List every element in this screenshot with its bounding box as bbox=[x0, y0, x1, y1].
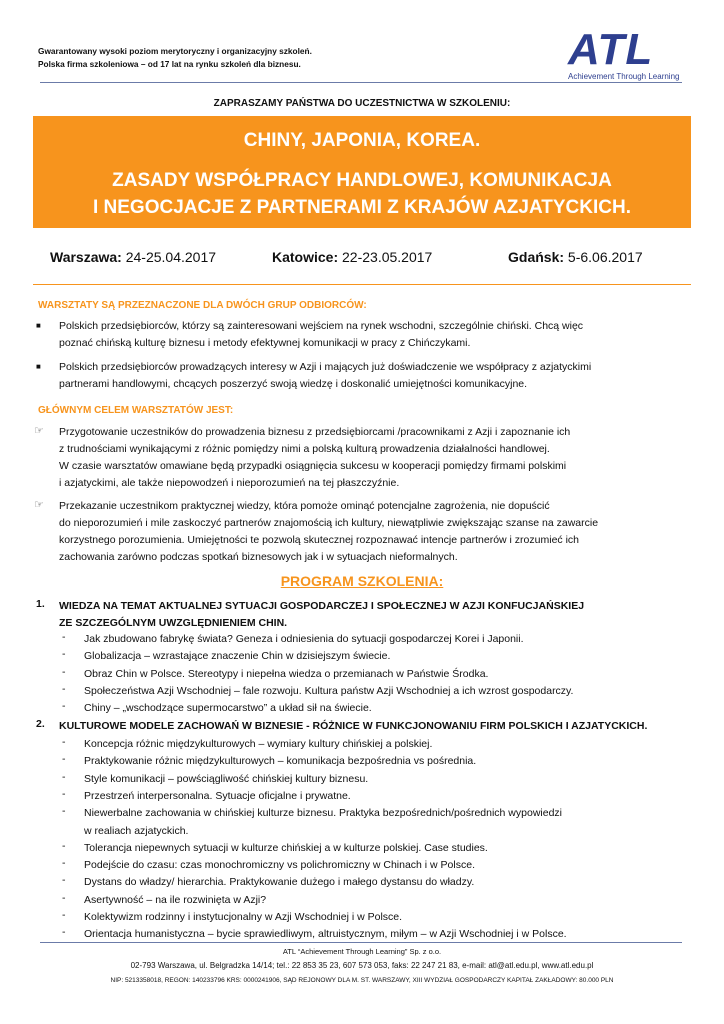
footer-company: ATL “Achievement Through Learning” Sp. z o.o. bbox=[282, 947, 442, 956]
program-item: Kolektywizm rodzinny i instytucjonalny w Azji Wschodniej i w Polsce. bbox=[84, 911, 403, 923]
program-item: Style komunikacji – powściągliwość chińskiej kultury biznesu. bbox=[84, 772, 369, 785]
cities-divider bbox=[33, 284, 691, 285]
goal-item-2 bbox=[59, 498, 689, 566]
program-item: Dystans do władzy/ hierarchia. Praktykowanie dużego i małego dystansu do władzy. bbox=[84, 876, 475, 889]
dash-bullet: - bbox=[62, 665, 66, 678]
text-line: KULTUROWE MODELE ZACHOWAŃ W BIZNESIE - RÓŻNICE W FUNKCJONOWANIU FIRM POLSKICH I AZJATYCKICH. bbox=[59, 720, 648, 732]
module-number: 1. bbox=[36, 598, 45, 610]
text-line: ZE SZCZEGÓLNYM UWZGLĘDNIENIEM CHIN. bbox=[59, 617, 288, 629]
program-item: Koncepcja różnic międzykulturowych – wymiary kultury chińskiej a polskiej. bbox=[84, 738, 433, 750]
dash-bullet: - bbox=[62, 770, 66, 783]
text-line: partnerami handlowymi, chcących poszerzyć swoją wiedzę i doskonalić umiejętności komunikacyjne. bbox=[59, 378, 528, 390]
module-2-title bbox=[59, 718, 699, 735]
dash-bullet: - bbox=[62, 682, 66, 695]
program-item: Jak zbudowano fabrykę świata? Geneza i odniesienia do sytuacji gospodarczej Korei i Japonii. bbox=[84, 633, 524, 645]
city-dates: 22-23.05.2017 bbox=[338, 249, 433, 265]
city-gdansk bbox=[508, 249, 643, 265]
dash-bullet: - bbox=[62, 753, 66, 766]
footer-registry: NIP: 5213358018, REGON: 140233796 KRS: 0000241906, SĄD REJONOWY DLA M. ST. WARSZAWY, XIII WYDZIAŁ GOSPODARCZY KAPITAŁ ZAKŁADOWY: 80.000 PLN bbox=[110, 977, 614, 984]
text-line: W czasie warsztatów omawiane będą przypadki osiągnięcia sukcesu w kooperacji pomiędzy firmami polskimi bbox=[59, 460, 567, 472]
atl-logo bbox=[568, 25, 688, 81]
text-line: do nieporozumień i mile zaskoczyć partnerów znajomością ich kultury, niewątpliwie zwiększając szanse na zawarcie bbox=[59, 517, 599, 529]
city-name: Warszawa: bbox=[50, 249, 122, 265]
dash-bullet: - bbox=[62, 805, 66, 818]
program-item: Praktykowanie różnic międzykulturowych – komunikacja bezpośrednia vs pośrednia. bbox=[84, 755, 477, 768]
module-1-title bbox=[59, 598, 699, 632]
goal-item-1 bbox=[59, 424, 689, 492]
dash-bullet: - bbox=[62, 891, 66, 904]
text-line: Polskich przedsiębiorców, którzy są zainteresowani wejściem na rynek wschodni, szczególnie chiński. Chcą więc bbox=[59, 320, 584, 332]
dash-bullet: - bbox=[62, 631, 66, 643]
pointing-hand-icon: ☞ bbox=[34, 425, 44, 437]
dash-bullet: - bbox=[62, 926, 66, 939]
pointing-hand-icon: ☞ bbox=[34, 499, 44, 511]
program-item: Tolerancja niepewnych sytuacji w kulturze chińskiej a w kulturze polskiej. Case studies. bbox=[84, 841, 488, 854]
program-item: Społeczeństwa Azji Wschodniej – fale rozwoju. Kultura państw Azji Wschodniej a ich wzrost gospodarczy. bbox=[84, 684, 574, 697]
module-number: 2. bbox=[36, 718, 45, 730]
dash-bullet: - bbox=[62, 839, 66, 852]
text-line: WIEDZA NA TEMAT AKTUALNEJ SYTUACJI GOSPODARCZEJ I SPOŁECZNEJ W AZJI KONFUCJAŃSKIEJ bbox=[59, 600, 585, 612]
city-dates: 24-25.04.2017 bbox=[121, 249, 217, 265]
square-bullet-icon: ■ bbox=[36, 321, 41, 330]
banner-line-1: CHINY, JAPONIA, KOREA. bbox=[243, 130, 481, 151]
banner-line-2: ZASADY WSPÓŁPRACY HANDLOWEJ, KOMUNIKACJA bbox=[112, 170, 612, 191]
goals-heading: GŁÓWNYM CELEM WARSZTATÓW JEST: bbox=[38, 405, 234, 416]
city-name: Katowice: bbox=[272, 249, 339, 265]
program-item: w realiach azjatyckich. bbox=[84, 824, 189, 837]
city-name: Gdańsk: bbox=[508, 249, 565, 265]
title-banner bbox=[33, 116, 691, 228]
program-item: Przestrzeń interpersonalna. Sytuacje oficjalne i prywatne. bbox=[84, 789, 351, 802]
program-heading: PROGRAM SZKOLENIA: bbox=[280, 573, 444, 589]
groups-heading: WARSZTATY SĄ PRZEZNACZONE DLA DWÓCH GRUP ODBIORCÓW: bbox=[38, 300, 367, 311]
program-item: Globalizacja – wzrastające znaczenie Chin w dzisiejszym świecie. bbox=[84, 650, 391, 663]
banner-line-3: I NEGOCJACJE Z PARTNERAMI Z KRAJÓW AZJATYCKICH. bbox=[92, 197, 631, 218]
invite-text: ZAPRASZAMY PAŃSTWA DO UCZESTNICTWA W SZKOLENIU: bbox=[213, 98, 511, 109]
program-item: Obraz Chin w Polsce. Stereotypy i niepełna wiedza o przemianach w Państwie Środka. bbox=[84, 667, 489, 680]
city-warszawa bbox=[50, 249, 216, 265]
dash-bullet: - bbox=[62, 787, 66, 800]
header-tagline bbox=[38, 45, 312, 71]
text-line: z trudnościami wynikającymi z różnic pomiędzy nimi a polską kulturą prowadzenia działalności handlowej. bbox=[59, 443, 550, 455]
text-line: Przekazanie uczestnikom praktycznej wiedzy, która pomoże ominąć potencjalne zagrożenia, nie dopuścić bbox=[59, 500, 550, 512]
program-item: Niewerbalne zachowania w chińskiej kulturze biznesu. Praktyka bezpośrednich/pośrednich wypowiedzi bbox=[84, 807, 562, 820]
footer-divider bbox=[40, 942, 682, 943]
dash-bullet: - bbox=[62, 874, 66, 887]
city-katowice bbox=[272, 249, 432, 265]
program-item: Podejście do czasu: czas monochromiczny vs polichromiczny w Chinach i w Polsce. bbox=[84, 859, 475, 872]
text-line: zachowania zarówno podczas spotkań biznesowych jak i w sytuacjach nieformalnych. bbox=[59, 551, 458, 563]
group-item-2 bbox=[59, 359, 689, 393]
dash-bullet: - bbox=[62, 700, 66, 713]
tagline-line-2: Polska firma szkoleniowa – od 17 lat na rynku szkoleń dla biznesu. bbox=[38, 59, 301, 69]
program-item: Orientacja humanistyczna – bycie sprawiedliwym, altruistycznym, miłym – w Azji Wschodniej i w Polsce. bbox=[84, 928, 567, 941]
program-item: Asertywność – na ile rozwinięta w Azji? bbox=[84, 893, 267, 906]
text-line: korzystnego porozumienia. Umiejętności te pozwolą skutecznej rozpoznawać intencje partnerów i zrozumieć ich bbox=[59, 534, 579, 546]
group-item-1 bbox=[59, 318, 689, 352]
program-item: Chiny – „wschodzące supermocarstwo” a układ sił na świecie. bbox=[84, 702, 372, 715]
tagline-line-1: Gwarantowany wysoki poziom merytoryczny i organizacyjny szkoleń. bbox=[38, 46, 312, 56]
dash-bullet: - bbox=[62, 909, 66, 921]
header-divider bbox=[40, 82, 682, 83]
dash-bullet: - bbox=[62, 736, 66, 748]
logo-subtitle: Achievement Through Learning bbox=[568, 72, 680, 81]
footer-address: 02-793 Warszawa, ul. Belgradzka 14/14; tel.: 22 853 35 23, 607 573 053, faks: 22 247 21 83, e-mail: atl@atl.edu.pl, www.atl.edu.pl bbox=[130, 961, 594, 970]
text-line: Polskich przedsiębiorców prowadzących interesy w Azji i mających już doświadczenie we współpracy z azjatyckimi bbox=[59, 361, 592, 373]
dash-bullet: - bbox=[62, 648, 66, 661]
logo-text: ATL bbox=[568, 25, 654, 74]
city-dates: 5-6.06.2017 bbox=[564, 249, 643, 265]
text-line: Przygotowanie uczestników do prowadzenia biznesu z przedsiębiorcami /pracownikami z Azji i zapoznanie ich bbox=[59, 426, 571, 438]
dash-bullet: - bbox=[62, 857, 66, 870]
square-bullet-icon: ■ bbox=[36, 362, 41, 371]
text-line: i azjatyckimi, ale także niepowodzeń i nieporozumień na tej płaszczyźnie. bbox=[59, 477, 400, 489]
text-line: poznać chińską kulturę biznesu i metody efektywnej komunikacji w pracy z Chińczykami. bbox=[59, 337, 471, 349]
